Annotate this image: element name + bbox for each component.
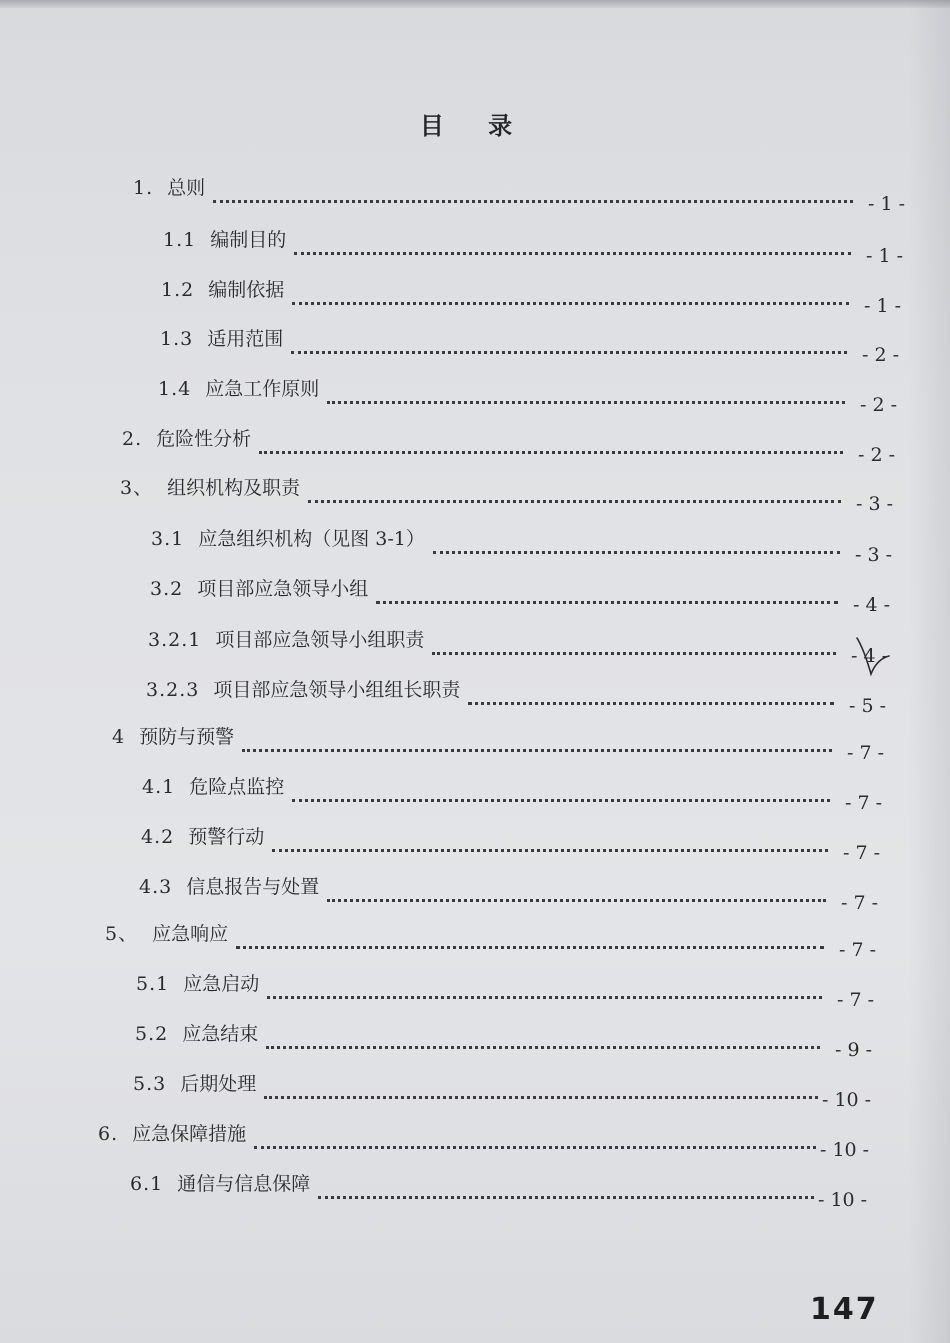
toc-entry-text: 通信与信息保障 — [177, 1173, 311, 1195]
toc-page-number: - 3 - — [854, 544, 892, 566]
toc-page-number: - 1 - — [865, 245, 903, 267]
toc-entry-label — [112, 725, 234, 749]
toc-dot-leader — [292, 795, 830, 802]
toc-entry-label — [130, 1172, 310, 1196]
toc-dot-leader — [327, 895, 826, 902]
toc-page-number: - 7 - — [840, 892, 878, 914]
toc-page-number: - 7 - — [836, 989, 874, 1011]
toc-entry-number: 1.4 — [158, 378, 192, 400]
toc-entry — [150, 577, 890, 617]
toc-entry-label — [150, 577, 368, 601]
toc-entry-label — [151, 527, 425, 551]
toc-entry-label — [148, 628, 424, 652]
toc-entry-text: 应急结束 — [182, 1023, 259, 1045]
toc-entry-label — [139, 875, 319, 899]
toc-page-number: - 1 - — [867, 193, 905, 215]
toc-entry-number: 3、 — [120, 477, 154, 499]
toc-entry — [112, 725, 884, 765]
toc-page-number: - 4 - — [852, 594, 890, 616]
toc-entry — [130, 1172, 866, 1212]
toc-entry-text: 总则 — [167, 177, 206, 199]
toc-entry-text: 项目部应急领导小组组长职责 — [213, 679, 461, 701]
toc-entry-text: 项目部应急领导小组职责 — [215, 629, 425, 651]
toc-entry-text: 应急组织机构（见图 3-1） — [198, 528, 425, 550]
toc-entry-label — [163, 228, 286, 252]
toc-entry-text: 信息报告与处置 — [186, 876, 320, 898]
toc-page-number: - 7 - — [842, 842, 880, 864]
toc-entry-text: 项目部应急领导小组 — [197, 578, 369, 600]
toc-entry — [148, 628, 888, 668]
toc-entry-label — [105, 922, 228, 946]
toc-entry-text: 应急保障措施 — [132, 1123, 247, 1145]
toc-entry-number: 2. — [122, 428, 143, 450]
toc-entry-label — [142, 775, 284, 799]
toc-dot-leader — [213, 196, 853, 203]
toc-entry-number: 6.1 — [130, 1173, 164, 1195]
toc-dot-leader — [254, 1142, 816, 1149]
toc-entry — [105, 922, 876, 962]
toc-entry-label — [122, 427, 251, 451]
toc-page-number: - 1 - — [863, 295, 901, 317]
toc-entry-label — [160, 327, 283, 351]
toc-entry-number: 4.2 — [141, 826, 175, 848]
toc-dot-leader — [267, 992, 822, 999]
toc-entry — [135, 1022, 872, 1062]
toc-entry-number: 1.2 — [161, 279, 195, 301]
toc-page-number: - 10 - — [820, 1139, 870, 1161]
toc-entry-number: 6. — [98, 1123, 119, 1145]
toc-entry-text: 组织机构及职责 — [167, 477, 301, 499]
toc-page-number: - 10 - — [818, 1189, 868, 1211]
toc-entry-number: 1.1 — [163, 229, 197, 251]
toc-entry — [98, 1122, 868, 1162]
toc-entry-label — [141, 825, 264, 849]
toc-page-number: - 4 - — [850, 645, 888, 667]
toc-entry — [163, 228, 903, 268]
toc-dot-leader — [433, 547, 840, 554]
page-stamp-number: 147 — [810, 1292, 879, 1327]
toc-page-number: - 3 - — [855, 493, 893, 515]
toc-entry-label — [133, 176, 205, 200]
toc-entry — [158, 377, 897, 417]
toc-dot-leader — [318, 1192, 814, 1199]
toc-page-number: - 7 - — [846, 742, 884, 764]
toc-entry-number: 1.3 — [160, 328, 194, 350]
toc-entry-number: 4.3 — [139, 876, 173, 898]
toc-entry-text: 危险点监控 — [189, 776, 285, 798]
toc-entry-number: 1. — [133, 177, 154, 199]
toc-entry-text: 危险性分析 — [156, 428, 252, 450]
toc-dot-leader — [272, 845, 828, 852]
toc-entry — [146, 678, 886, 718]
toc-dot-leader — [236, 942, 824, 949]
toc-entry — [120, 476, 893, 516]
toc-dot-leader — [294, 248, 851, 255]
toc-entry-number: 4 — [112, 726, 126, 748]
toc-page-number: - 5 - — [848, 695, 886, 717]
toc-dot-leader — [308, 496, 841, 503]
toc-entry-number: 3.2.3 — [146, 679, 200, 701]
toc-dot-leader — [266, 1042, 820, 1049]
toc-dot-leader — [468, 698, 834, 705]
toc-page-number: - 7 - — [838, 939, 876, 961]
toc-entry-text: 编制依据 — [208, 279, 285, 301]
toc-entry — [160, 327, 899, 367]
toc-entry-number: 5.3 — [133, 1073, 167, 1095]
toc-dot-leader — [259, 447, 843, 454]
toc-dot-leader — [376, 597, 838, 604]
toc-page-number: - 7 - — [844, 792, 882, 814]
toc-dot-leader — [292, 298, 849, 305]
toc-entry-text: 编制目的 — [210, 229, 287, 251]
toc-entry-text: 应急响应 — [152, 923, 229, 945]
toc-dot-leader — [242, 745, 832, 752]
toc-page-number: - 10 - — [822, 1089, 872, 1111]
toc-entry — [133, 1072, 870, 1112]
page-top-edge — [0, 0, 950, 8]
toc-entry — [151, 527, 892, 567]
toc-entry-label — [98, 1122, 246, 1146]
toc-entry-text: 应急工作原则 — [205, 378, 320, 400]
toc-entry-text: 预警行动 — [188, 826, 265, 848]
toc-dot-leader — [291, 347, 847, 354]
toc-entry-number: 3.1 — [151, 528, 185, 550]
toc-entry — [142, 775, 882, 815]
toc-entry-text: 预防与预警 — [139, 726, 235, 748]
toc-page-number: - 2 - — [857, 444, 895, 466]
toc-entry-number: 4.1 — [142, 776, 176, 798]
page-right-shadow — [908, 0, 950, 1343]
toc-dot-leader — [264, 1092, 818, 1099]
toc-entry-label — [133, 1072, 256, 1096]
toc-entry-label — [161, 278, 284, 302]
toc-page-number: - 2 - — [861, 344, 899, 366]
toc-entry-number: 5.2 — [135, 1023, 169, 1045]
toc-entry — [122, 427, 895, 467]
toc-entry — [136, 972, 874, 1012]
toc-entry — [141, 825, 880, 865]
handwritten-check-icon — [855, 634, 891, 678]
toc-entry-number: 5、 — [105, 923, 139, 945]
toc-entry — [139, 875, 878, 915]
toc-dot-leader — [432, 648, 836, 655]
toc-entry-text: 后期处理 — [180, 1073, 257, 1095]
toc-entry — [161, 278, 901, 318]
toc-entry-label — [120, 476, 300, 500]
toc-entry-number: 3.2.1 — [148, 629, 202, 651]
toc-entry-label — [158, 377, 319, 401]
toc-title: 目 录 — [419, 111, 531, 140]
toc-entry-label — [135, 1022, 258, 1046]
toc-entry-label — [136, 972, 259, 996]
toc-dot-leader — [327, 397, 845, 404]
toc-page-number: - 2 - — [859, 394, 897, 416]
toc-entry — [133, 176, 905, 216]
toc-entry-number: 5.1 — [136, 973, 170, 995]
toc-entry-number: 3.2 — [150, 578, 184, 600]
toc-entry-text: 应急启动 — [183, 973, 260, 995]
toc-entry-label — [146, 678, 460, 702]
toc-entry-text: 适用范围 — [207, 328, 284, 350]
toc-page-number: - 9 - — [834, 1039, 872, 1061]
